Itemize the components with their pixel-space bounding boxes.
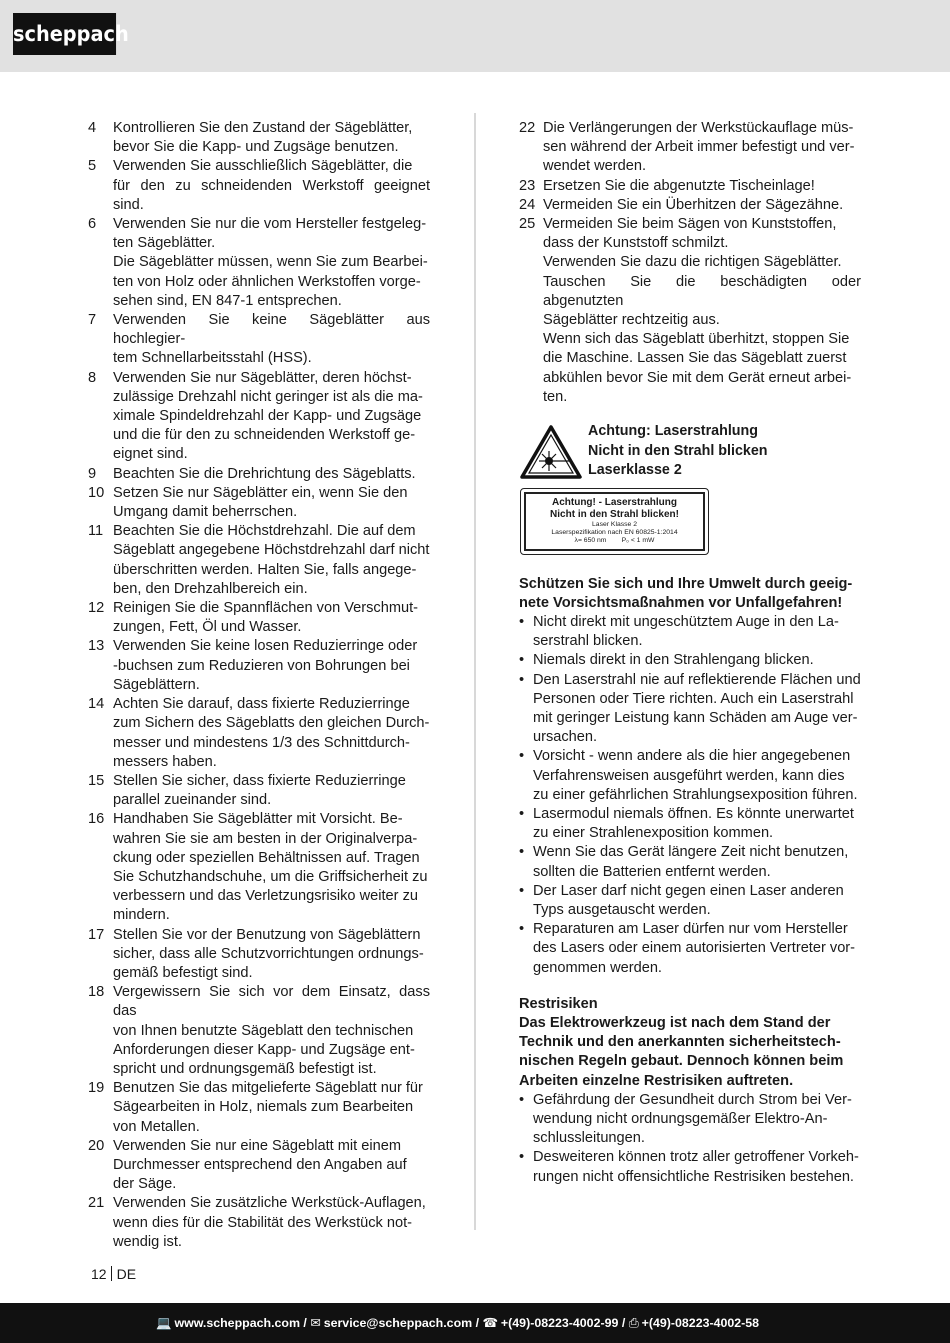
text-line: ten Sägeblätter. [113,235,216,252]
header-bar [0,0,950,72]
bullet-text [533,747,861,805]
item-text [543,215,861,407]
label-line: Nicht in den Strahl blicken! [550,508,679,520]
item-text [113,1194,430,1252]
text-line: Die Sägeblätter müssen, wenn Sie zum Bearbei- [113,254,428,271]
bullet-item [519,651,861,670]
text-line: zu einer gefährlichen Strahlungsexposition führen. [533,786,858,803]
bullet-text [533,1148,861,1186]
bullet-item [519,882,861,920]
item-text [113,484,430,522]
item-number: 24 [519,196,536,213]
text-line: Tauschen Sie die beschädigten oder abgenutzten [543,273,861,309]
text-line: wendet werden. [543,158,647,175]
item-number: 4 [88,120,97,136]
bullet-item [519,613,861,651]
column-divider [474,113,476,1230]
text-line: sollten die Batterien entfernt werden. [533,863,771,880]
text-line: Nicht direkt mit ungeschütztem Auge in den La- [533,613,839,630]
item-text [113,983,430,1079]
item-text [113,215,430,311]
laser-hazard-icon [520,425,582,479]
laser-warning-line: Achtung: Laserstrahlung [588,423,758,440]
text-line: dass der Kunststoff schmilzt. [543,235,729,252]
list-item [88,369,430,465]
text-line: Reparaturen am Laser dürfen nur vom Hersteller [533,921,848,938]
bullet-icon: • [519,1149,525,1166]
bullet-item [519,843,861,881]
bullet-item [519,747,861,805]
item-text [113,637,430,695]
text-line: Beachten Sie die Drehrichtung des Sägeblatts. [113,465,416,482]
laser-warning [519,425,861,481]
email-link[interactable]: service@scheppach.com [323,1316,473,1330]
list-item [519,177,861,196]
text-line: von Metallen. [113,1118,200,1135]
text-line: überschritten werden. Halten Sie, falls angege- [113,561,417,578]
label-line: Laserspezifikation nach EN 60825-1:2014 [551,528,678,536]
label-line: Laser Klasse 2 [592,520,637,528]
list-item [88,119,430,157]
text-line: -buchsen zum Reduzieren von Bohrungen bei [113,657,410,674]
text-line: Vergewissern Sie sich vor dem Einsatz, dass das [113,984,430,1020]
fax-number: +(49)-08223-4002-58 [641,1316,760,1330]
list-item [88,157,430,215]
text-line: Wenn sich das Sägeblatt überhitzt, stoppen Sie [543,331,850,348]
text-line: Sie Schutzhandschuhe, um die Griffsicherheit zu [113,868,428,885]
mail-icon: ✉ [310,1316,321,1330]
numbered-list-right [519,119,861,407]
list-item [88,484,430,522]
text-line: wendung nicht ordnungsgemäßer Elektro-An- [533,1111,828,1128]
residual-risk-title: Restrisiken [519,995,598,1012]
item-number: 20 [88,1137,105,1154]
text-line: Anforderungen dieser Kapp- und Zugsäge ent- [113,1041,415,1058]
bullet-item [519,805,861,843]
fax-icon: ⎙ [628,1316,639,1330]
list-item [88,772,430,810]
item-text [113,695,430,772]
text-line: Sägearbeiten in Holz, niemals zum Bearbeiten [113,1099,414,1116]
text-line: Lasermodul niemals öffnen. Es könnte unerwartet [533,805,854,822]
laser-warning-line: Nicht in den Strahl blicken [588,442,768,459]
item-number: 11 [88,523,104,540]
item-number: 10 [88,484,105,501]
bullet-text [533,1091,861,1149]
text-line: Verfahrensweisen ausgeführt werden, kann dies [533,767,845,784]
text-line: Reinigen Sie die Spannflächen von Verschmut- [113,600,419,617]
text-line: von Ihnen benutzte Sägeblatt den technischen [113,1022,414,1039]
item-text [113,522,430,599]
text-line: Das Elektrowerkzeug ist nach dem Stand der [519,1015,831,1032]
text-line: Sägeblatt angegebene Höchstdrehzahl darf nicht [113,542,430,559]
bullet-icon: • [519,652,525,669]
laser-warning-line: Laserklasse 2 [588,462,682,479]
text-line: Durchmesser entsprechend den Angaben auf [113,1156,407,1173]
text-line: nischen Regeln gebaut. Dennoch können beim [519,1053,844,1070]
brand-logo: scheppach [13,13,116,55]
list-item [88,465,430,484]
text-line: Vorsicht - wenn andere als die hier angegebenen [533,748,851,765]
text-line: tem Schnellarbeitsstahl (HSS). [113,350,312,367]
text-line: zu einer Strahlenexposition kommen. [533,825,774,842]
text-line: abkühlen bevor Sie mit dem Gerät erneut arbei- [543,369,852,386]
bullet-icon: • [519,748,525,765]
text-line: Typs ausgetauscht werden. [533,902,711,918]
text-line: Kontrollieren Sie den Zustand der Sägeblätter, [113,120,413,136]
list-item [88,926,430,984]
bullet-icon: • [519,921,525,938]
item-text [543,196,861,215]
text-line: des Lasers oder einem autorisierten Vertreter vor- [533,940,856,957]
bullet-icon: • [519,844,525,861]
text-line: Achten Sie darauf, dass fixierte Reduzierringe [113,696,410,713]
text-line: Schützen Sie sich und Ihre Umwelt durch geeig- [519,575,853,592]
footer-separator: / [472,1316,483,1330]
label-line: Achtung! - Laserstrahlung [551,496,677,508]
item-text [543,177,861,196]
page-number [91,1266,136,1282]
item-text [113,311,430,369]
list-item [88,1194,430,1252]
text-line: eignet sind. [113,446,188,463]
item-number: 16 [88,811,105,828]
text-line: ckung oder speziellen Behältnissen auf. Tragen [113,849,420,866]
item-text [113,1137,430,1195]
bullet-text [533,843,861,881]
computer-icon: 💻 [156,1316,172,1330]
text-line: ximale Spindeldrehzahl der Kapp- und Zugsäge [113,408,422,425]
right-column [519,119,861,1187]
phone-icon: ☎ [482,1316,498,1330]
website-link[interactable]: www.scheppach.com [174,1316,300,1330]
text-line: Sägeblättern. [113,676,200,693]
text-line: Benutzen Sie das mitgelieferte Sägeblatt nur für [113,1080,423,1097]
text-line: Personen oder Tiere richten. Auch ein Laserstrahl [533,690,854,707]
list-item [88,637,430,695]
protection-heading [519,575,861,613]
text-line: mit geringer Leistung kann Schäden am Auge ver- [533,709,858,726]
item-text [113,1079,430,1137]
text-line: nete Vorsichtsmaßnahmen vor Unfallgefahren! [519,594,843,611]
text-line: Den Laserstrahl nie auf reflektierende Flächen und [533,671,861,688]
item-number: 5 [88,158,97,175]
text-line: zungen, Fett, Öl und Wasser. [113,619,302,636]
text-line: Gefährdung der Gesundheit durch Strom bei Ver- [533,1091,852,1108]
list-item [519,215,861,407]
text-line: gemäß befestigt sind. [113,964,253,981]
item-number: 8 [88,369,97,386]
bullet-icon: • [519,805,525,822]
item-text [113,599,430,637]
text-line: messers haben. [113,753,217,770]
text-line: messer und mindestens 1/3 des Schnittdurch- [113,734,410,751]
item-number: 13 [88,638,105,655]
text-line: verbessern und das Verletzungsrisiko weiter zu [113,888,419,905]
residual-risk-intro [519,1014,861,1091]
page-number-value: 12 [91,1266,107,1282]
text-line: und die für den zu schneidenden Werkstoff ge- [113,427,416,444]
text-line: Sägeblätter rechtzeitig aus. [543,312,720,329]
text-line: der Säge. [113,1176,177,1193]
text-line: Vermeiden Sie beim Sägen von Kunststoffen, [543,216,837,233]
text-line: sehen sind, EN 847-1 entsprechen. [113,292,342,309]
text-line: Die Verlängerungen der Werkstückauflage müs- [543,120,854,136]
list-item [88,1137,430,1195]
text-line: bevor Sie die Kapp- und Zugsäge benutzen. [113,139,399,156]
left-column [88,119,430,1252]
footer-separator: / [618,1316,629,1330]
text-line: Desweiteren können trotz aller getroffener Vorkeh- [533,1149,859,1166]
text-line: Stellen Sie vor der Benutzung von Sägeblättern [113,926,421,943]
item-number: 15 [88,772,105,789]
text-line: Beachten Sie die Höchstdrehzahl. Die auf dem [113,523,416,540]
item-number: 25 [519,216,536,233]
text-line: zulässige Drehzahl nicht geringer ist als die ma- [113,388,423,405]
item-number: 7 [88,312,97,329]
item-number: 22 [519,120,536,136]
bullet-icon: • [519,671,525,688]
footer-separator: / [299,1316,311,1330]
item-text [113,119,430,157]
text-line: ben, den Drehzahlbereich ein. [113,580,308,597]
text-line: schlussleitungen. [533,1130,645,1147]
text-line: Niemals direkt in den Strahlengang blicken. [533,652,814,669]
text-line: Verwenden Sie nur eine Sägeblatt mit einem [113,1137,401,1154]
item-text [113,157,430,215]
footer-bar [0,1303,950,1343]
bullet-text [533,613,861,651]
text-line: ten. [543,388,568,405]
item-number: 6 [88,216,97,233]
text-line: wendig ist. [113,1233,182,1250]
text-line: Verwenden Sie ausschließlich Sägeblätter, die [113,158,413,175]
text-line: Verwenden Sie dazu die richtigen Sägeblätter. [543,254,842,271]
text-line: parallel zueinander sind. [113,792,272,809]
text-line: mindern. [113,907,170,924]
phone-number: +(49)-08223-4002-99 [500,1316,619,1330]
item-text [113,465,430,484]
item-number: 9 [88,465,97,482]
bullet-text [533,671,861,748]
protection-bullet-list [519,613,861,978]
text-line: genommen werden. [533,959,662,976]
item-text [113,369,430,465]
text-line: Setzen Sie nur Sägeblätter ein, wenn Sie den [113,484,408,501]
text-line: die Maschine. Lassen Sie das Sägeblatt zuerst [543,350,847,367]
text-line: für den zu schneidenden Werkstoff geeignet sind. [113,177,430,213]
text-line: Handhaben Sie Sägeblätter mit Vorsicht. Be- [113,811,403,828]
text-line: spricht und ordnungsgemäß befestigt ist. [113,1060,377,1077]
residual-bullet-list [519,1091,861,1187]
text-line: Der Laser darf nicht gegen einen Laser anderen [533,882,844,899]
item-number: 19 [88,1080,105,1097]
text-line: Verwenden Sie nur die vom Hersteller festgeleg- [113,216,427,233]
bullet-item [519,1148,861,1186]
bullet-text [533,805,861,843]
bullet-icon: • [519,882,525,899]
text-line: serstrahl blicken. [533,633,643,650]
item-text [543,119,861,177]
text-line: sen während der Arbeit immer befestigt und ver- [543,139,855,156]
text-line: Vermeiden Sie ein Überhitzen der Sägezähne. [543,196,844,213]
item-number: 23 [519,177,536,194]
list-item [519,196,861,215]
list-item [88,810,430,925]
text-line: Verwenden Sie keine losen Reduzierringe oder [113,638,418,655]
bullet-text [533,920,861,978]
item-number: 14 [88,696,105,713]
text-line: Technik und den anerkannten sicherheitstech- [519,1034,841,1051]
text-line: wahren Sie sie am besten in der Originalverpa- [113,830,418,847]
item-number: 12 [88,600,105,617]
bullet-item [519,671,861,748]
list-item [88,1079,430,1137]
label-line: λ= 650 nm P₀ < 1 mW [574,537,655,545]
text-line: rungen nicht offensichtliche Restrisiken bestehen. [533,1168,854,1185]
item-number: 21 [88,1195,105,1212]
item-text [113,772,430,810]
list-item [88,311,430,369]
bullet-text [533,882,861,920]
bullet-item [519,920,861,978]
text-line: Stellen Sie sicher, dass fixierte Reduzierringe [113,772,406,789]
text-line: ursachen. [533,729,598,746]
list-item [519,119,861,177]
laser-warning-text [588,422,768,481]
page-language: DE [116,1266,137,1282]
list-item [88,599,430,637]
text-line: zum Sichern des Sägeblatts den gleichen Durch- [113,715,430,732]
text-line: Verwenden Sie nur Sägeblätter, deren höchst- [113,369,412,386]
text-line: Arbeiten einzelne Restrisiken auftreten. [519,1072,794,1089]
text-line: ten von Holz oder ähnlichen Werkstoffen vorge- [113,273,421,290]
bullet-icon: • [519,613,525,630]
bullet-item [519,1091,861,1149]
laser-class-label [520,488,709,555]
text-line: Umgang damit beherrschen. [113,504,298,521]
text-line: Verwenden Sie keine Sägeblätter aus hochlegier- [113,312,430,348]
bullet-text [533,651,861,670]
list-item [88,522,430,599]
item-number: 18 [88,984,105,1001]
list-item [88,695,430,772]
text-line: sicher, dass alle Schutzvorrichtungen ordnungs- [113,945,424,962]
item-text [113,926,430,984]
text-line: wenn dies für die Stabilität des Werkstück not- [113,1214,413,1231]
bullet-icon: • [519,1091,525,1108]
text-line: Ersetzen Sie die abgenutzte Tischeinlage! [543,177,815,194]
item-text [113,810,430,925]
list-item [88,215,430,311]
item-number: 17 [88,926,105,943]
list-item [88,983,430,1079]
text-line: Verwenden Sie zusätzliche Werkstück-Auflagen, [113,1195,426,1212]
text-line: Wenn Sie das Gerät längere Zeit nicht benutzen, [533,844,849,861]
